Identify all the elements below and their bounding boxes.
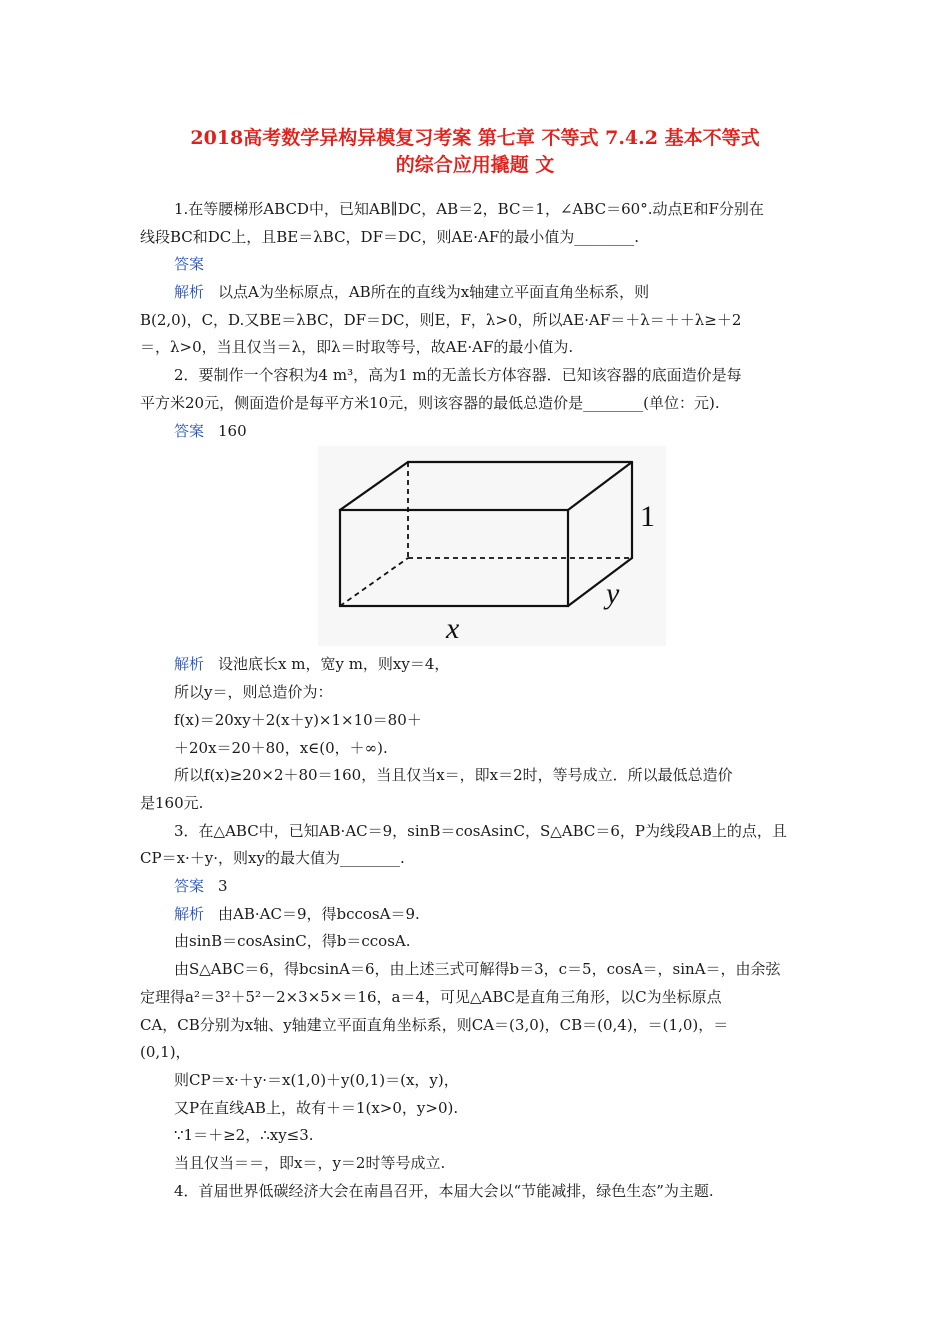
analysis-text: 设池底长x m，宽y m，则xy＝4，: [218, 655, 450, 673]
q3-analysis-7: 则CP＝x·＋y·＝x(1,0)＋y(0,1)＝(x，y)，: [174, 1071, 459, 1089]
label-height: 1: [640, 500, 655, 533]
q4-line-1: 4．首届世界低碳经济大会在南昌召开，本届大会以“节能减排，绿色生态”为主题.: [174, 1182, 714, 1200]
q1-analysis-3: ＝，λ>0，当且仅当＝λ，即λ＝时取等号，故AE·AF的最小值为.: [140, 338, 574, 356]
q3-analysis-3: 由S△ABC＝6，得bcsinA＝6，由上述三式可解得b＝3，c＝5，cosA＝，sinA＝，由余弦: [174, 960, 781, 978]
q3-line-1: 3．在△ABC中，已知AB·AC＝9，sinB＝cosAsinC，S△ABC＝6，P为线段AB上的点，且: [174, 822, 787, 840]
analysis-label: 解析: [174, 905, 205, 923]
q2-line-2: 平方米20元，侧面造价是每平方米10元，则该容器的最低总造价是________(单位：元).: [140, 394, 720, 412]
box-diagram: [318, 446, 666, 646]
q3-analysis-6: (0,1)，: [140, 1043, 191, 1061]
q3-analysis-9: ∵1＝＋≥2，∴xy≤3.: [174, 1126, 314, 1144]
answer-value: 3: [218, 877, 228, 895]
q2-analysis-6: 是160元.: [140, 794, 204, 812]
q2-analysis-1: [174, 654, 810, 674]
analysis-label: 解析: [174, 283, 205, 301]
q3-answer: [174, 876, 810, 896]
q3-analysis-10: 当且仅当＝＝，即x＝，y＝2时等号成立.: [174, 1154, 446, 1172]
label-y: y: [606, 577, 620, 610]
q1-line-2: 线段BC和DC上，且BE＝λBC，DF＝DC，则AE·AF的最小值为________.: [140, 228, 640, 246]
q2-analysis-2: 所以y＝，则总造价为：: [174, 683, 333, 701]
title-line-1: 2018高考数学异构异模复习考案 第七章 不等式 7.4.2 基本不等式: [190, 127, 760, 149]
q1-analysis-1: [174, 282, 810, 302]
q3-analysis-4: 定理得a²＝3²＋5²－2×3×5×＝16，a＝4，可见△ABC是直角三角形，以C为坐标原点: [140, 988, 722, 1006]
cuboid-drawing: [318, 446, 666, 646]
q2-analysis-4: ＋20x＝20＋80，x∈(0，＋∞).: [174, 739, 388, 757]
analysis-text: 以点A为坐标原点，AB所在的直线为x轴建立平面直角坐标系，则: [218, 283, 650, 301]
answer-value: 160: [218, 422, 247, 440]
q2-answer: [174, 421, 810, 441]
page-title: [110, 125, 840, 179]
label-x: x: [446, 612, 460, 645]
answer-label: 答案: [174, 422, 205, 440]
q1-line-1: 1.在等腰梯形ABCD中，已知AB∥DC，AB＝2，BC＝1，∠ABC＝60°.动点E和F分别在: [174, 200, 764, 218]
answer-label: 答案: [174, 255, 205, 273]
q1-analysis-2: B(2,0)，C，D.又BE＝λBC，DF＝DC，则E，F，λ>0，所以AE·AF＝＋λ＝＋＋λ≥＋2: [140, 311, 742, 329]
q3-analysis-5: CA，CB分别为x轴、y轴建立平面直角坐标系，则CA＝(3,0)，CB＝(0,4)，＝(1,0)，＝: [140, 1016, 729, 1034]
title-line-2: 的综合应用撬题 文: [395, 154, 555, 176]
q3-analysis-1: [174, 904, 810, 924]
q3-analysis-8: 又P在直线AB上，故有＋＝1(x>0，y>0).: [174, 1099, 459, 1117]
analysis-text: 由AB·AC＝9，得bccosA＝9.: [218, 905, 420, 923]
answer-label: 答案: [174, 877, 205, 895]
analysis-label: 解析: [174, 655, 205, 673]
q3-line-2: CP＝x·＋y·，则xy的最大值为________.: [140, 849, 405, 867]
q2-analysis-3: f(x)＝20xy＋2(x＋y)×1×10＝80＋: [174, 711, 422, 729]
q2-analysis-5: 所以f(x)≥20×2＋80＝160，当且仅当x＝，即x＝2时，等号成立．所以最低总造价: [174, 766, 733, 784]
q3-analysis-2: 由sinB＝cosAsinC，得b＝ccosA.: [174, 932, 411, 950]
q1-answer: [174, 254, 810, 274]
q2-line-1: 2．要制作一个容积为4 m³，高为1 m的无盖长方体容器．已知该容器的底面造价是每: [174, 366, 742, 384]
